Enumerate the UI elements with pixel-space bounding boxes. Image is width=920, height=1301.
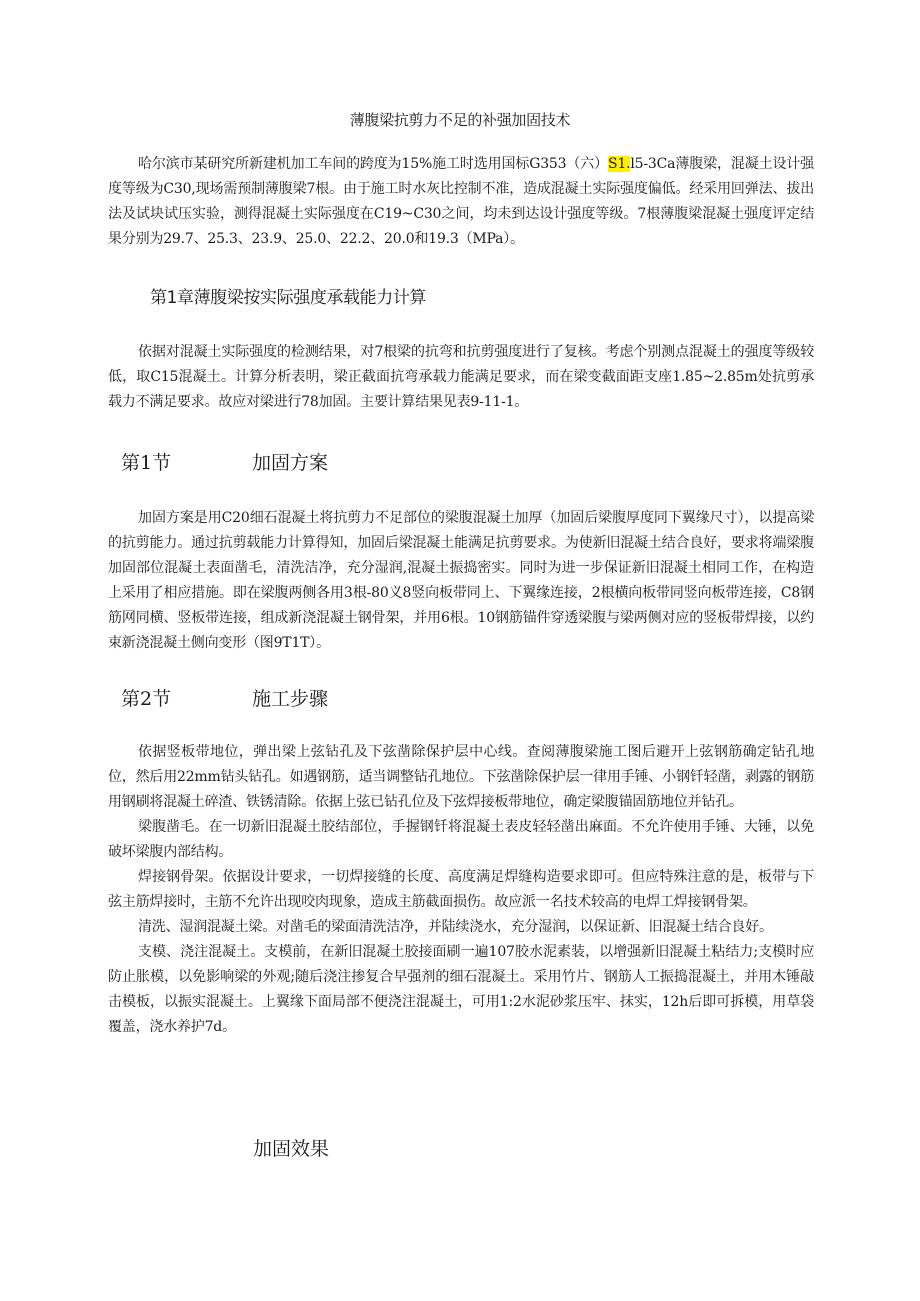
section-2-number: 第2节 [121, 688, 172, 710]
section-2-title: 施工步骤 [252, 688, 329, 710]
section-1-paragraph [108, 506, 814, 656]
intro-text-start: 哈尔滨市某研究所新建机加工车间的跨度为15%施工时选用国标G353（六） [138, 156, 609, 172]
effect-heading: 加固效果 [253, 1138, 330, 1160]
section-2-paragraph-2: 梁腹凿毛。在一切新旧混凝土胶结部位，手握钢钎将混凝土表皮轻轻凿出麻面。不允许使用手锤、大锤，以免破坏梁腹内部结构。 [108, 819, 814, 860]
document-title: 薄腹梁抗剪力不足的补强加固技术 [349, 111, 571, 129]
chapter-1-text: 依据对混凝土实际强度的检测结果，对7根梁的抗弯和抗剪强度进行了复核。考虑个别测点混凝土的强度等级较低，取C15混凝土。计算分析表明，梁正截面抗弯承载力能满足要求，而在梁变截面距支座1.85~2.85m处抗剪承载力不满足要求。故应对梁进行78加固。主要计算结果见表9-11-1。 [108, 344, 814, 410]
section-1-title: 加固方案 [252, 452, 329, 474]
chapter-1-paragraph [108, 340, 814, 415]
section-2-paragraph-4: 清洗、湿润混凝土梁。对凿毛的梁面清洗洁净，并陆续浇水，充分湿润，以保证新、旧混凝土结合良好。 [138, 919, 773, 935]
chapter-1-heading: 第1章薄腹梁按实际强度承载能力计算 [150, 288, 427, 308]
highlighted-text: S1. [608, 156, 631, 172]
section-1-number: 第1节 [121, 452, 172, 474]
section-2-paragraph-5: 支模、浇注混凝土。支模前，在新旧混凝土胶接面刷一遍107胶水泥素装，以增强新旧混凝土粘结力;支模时应防止胀模，以免影响梁的外观;随后浇注掺复合早强剂的细石混凝土。采用竹片、钢筋人工振捣混凝土，并用木锤敲击模板，以振实混凝土。上翼缘下面局部不便浇注混凝土，可用1:2水泥砂浆压牢、抹实，12h后即可拆模，用草袋覆盖，浇水养护7d。 [108, 944, 814, 1035]
section-2-heading [121, 684, 328, 711]
section-1-text: 加固方案是用C20细石混凝土将抗剪力不足部位的梁腹混凝土加厚（加固后梁腹厚度同下翼缘尺寸），以提高梁的抗剪能力。通过抗剪载能力计算得知，加固后梁混凝土能满足抗剪要求。为使新旧混凝土结合良好，要求将端梁腹加固部位混凝土表面凿毛，清洗洁净，充分湿润,混凝土振捣密实。同时为进一步保证新旧混凝土相同工作，在构造上采用了相应措施。即在梁腹两侧各用3根-80义8竖向板带同上、下翼缘连接，2根横向板带同竖向板带连接，C8钢筋网同横、竖板带连接，组成新浇混凝土钢骨架，并用6根。10钢筋锚件穿透梁腹与梁两侧对应的竖板带焊接，以约束新浇混凝土侧向变形（图9T1T）。 [108, 510, 814, 651]
intro-text-end: l5-3Ca薄腹梁，混凝土设计强度等级为C30,现场需预制薄腹梁7根。由于施工时水灰比控制不准，造成混凝土实际强度偏低。经采用回弹法、拔出法及试块试压实验，测得混凝土实际强度在C19~C30之间，均未到达设计强度等级。7根薄腹梁混凝土强度评定结果分别为29.7、25.3、23.9、25.0、22.2、20.0和19.3（MPa）。 [108, 156, 814, 247]
section-2-paragraph-3: 焊接钢骨架。依据设计要求，一切焊接缝的长度、高度满足焊缝构造要求即可。但应特殊注意的是，板带与下弦主筋焊接时，主筋不允许出现咬肉现象，造成主筋截面损伤。故应派一名技术较高的电焊工焊接钢骨架。 [108, 869, 814, 910]
section-2-body [108, 740, 814, 1040]
intro-paragraph [108, 152, 814, 252]
section-2-paragraph-1: 依据竖板带地位，弹出梁上弦钻孔及下弦凿除保护层中心线。查阅薄腹梁施工图后避开上弦钢筋确定钻孔地位，然后用22mm钻头钻孔。如遇钢筋，适当调整钻孔地位。下弦凿除保护层一律用手锤、小钢钎轻凿，剥露的钢筋用钢刷将混凝土碎渣、铁锈清除。依据上弦已钻孔位及下弦焊接板带地位，确定梁腹锚固筋地位并钻孔。 [108, 744, 814, 810]
section-1-heading [121, 448, 328, 475]
